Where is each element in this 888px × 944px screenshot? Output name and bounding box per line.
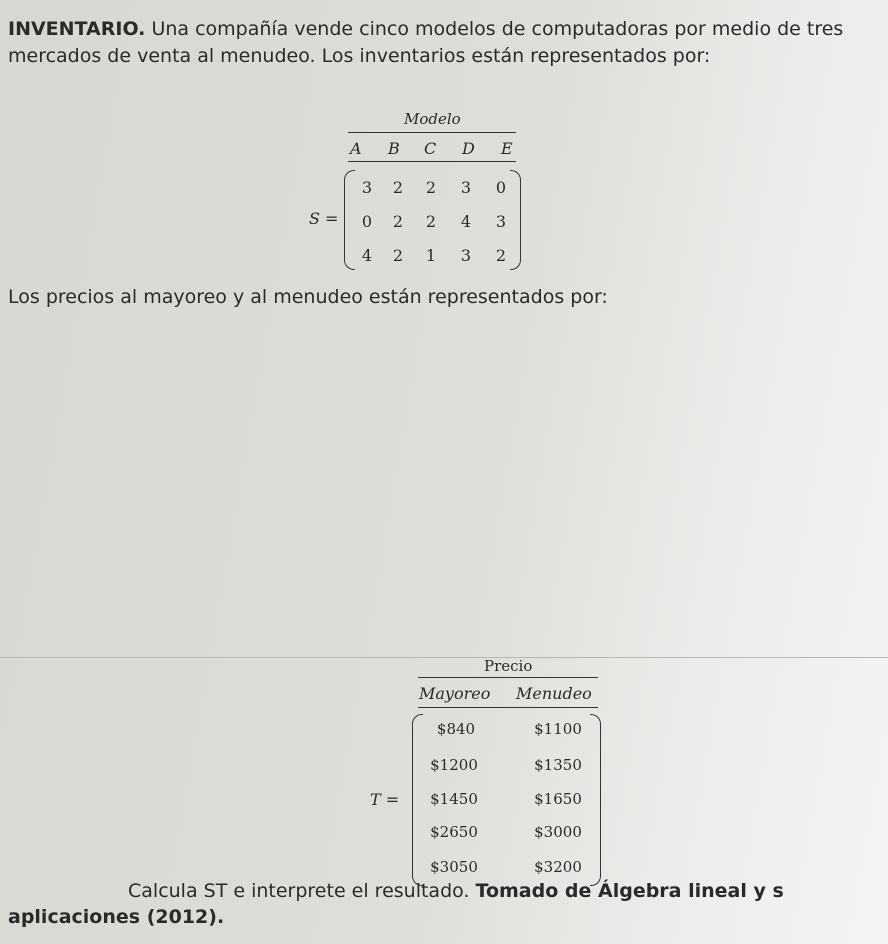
matrix-s-overbar — [348, 132, 516, 133]
matrix-s-column-underline — [348, 161, 516, 162]
closing-source-line2 — [8, 904, 224, 931]
matrix-s-cell: 3 — [361, 178, 373, 197]
matrix-s-cell: 4 — [460, 212, 472, 231]
matrix-s-cell: 2 — [392, 246, 404, 265]
matrix-s-col-a: A — [350, 139, 362, 158]
matrix-t-name: T = — [370, 790, 400, 809]
matrix-s-name: S = — [309, 209, 339, 228]
matrix-s-cell: 4 — [361, 246, 373, 265]
matrix-s-col-c: C — [424, 139, 437, 158]
matrix-s-cell: 0 — [495, 178, 507, 197]
matrix-t-cell: $1450 — [430, 790, 478, 808]
matrix-s-cell: 2 — [392, 178, 404, 197]
matrix-s-col-b: B — [388, 139, 400, 158]
matrix-s-cell: 2 — [495, 246, 507, 265]
closing-source: Tomado de Álgebra lineal y s — [475, 880, 784, 902]
matrix-s-cell: 3 — [460, 178, 472, 197]
matrix-t-column-underline — [418, 707, 598, 708]
closing-instruction — [128, 878, 888, 905]
matrix-t-cell: $3050 — [430, 858, 478, 876]
problem-intro — [8, 16, 880, 70]
matrix-t-col-menudeo: Menudeo — [516, 684, 592, 703]
problem-description: Una compañía vende cinco modelos de computadoras por medio de tres mercados de venta al menudeo. Los inventarios están representados por: — [8, 18, 844, 67]
matrix-t-cell: $2650 — [430, 823, 478, 841]
matrix-s-cell: 1 — [425, 246, 437, 265]
problem-title: INVENTARIO. — [8, 18, 146, 40]
matrix-s-group-label: Modelo — [404, 110, 461, 128]
matrix-t-cell: $1650 — [534, 790, 582, 808]
matrix-t-group-label: Precio — [484, 657, 533, 675]
matrix-t-overbar — [418, 677, 598, 678]
prices-intro: Los precios al mayoreo y al menudeo están representados por: — [8, 286, 608, 308]
matrix-s-cell: 2 — [425, 212, 437, 231]
closing-task: Calcula ST e interprete el resultado. — [128, 880, 476, 902]
matrix-s-cell: 3 — [495, 212, 507, 231]
matrix-s-cell: 3 — [460, 246, 472, 265]
matrix-s-col-d: D — [462, 139, 475, 158]
matrix-t-cell: $1100 — [534, 720, 582, 738]
matrix-t-cell: $3000 — [534, 823, 582, 841]
matrix-s-cell: 2 — [392, 212, 404, 231]
page-fold-line — [0, 657, 888, 658]
matrix-s-cell: 2 — [425, 178, 437, 197]
closing-source-continued: aplicaciones (2012). — [8, 906, 225, 928]
matrix-s-col-e: E — [501, 139, 513, 158]
matrix-t-cell: $3200 — [534, 858, 582, 876]
matrix-t-cell: $1200 — [430, 756, 478, 774]
matrix-s-cell: 0 — [361, 212, 373, 231]
matrix-t-cell: $1350 — [534, 756, 582, 774]
matrix-t-col-mayoreo: Mayoreo — [419, 684, 491, 703]
matrix-t-cell: $840 — [436, 720, 476, 738]
